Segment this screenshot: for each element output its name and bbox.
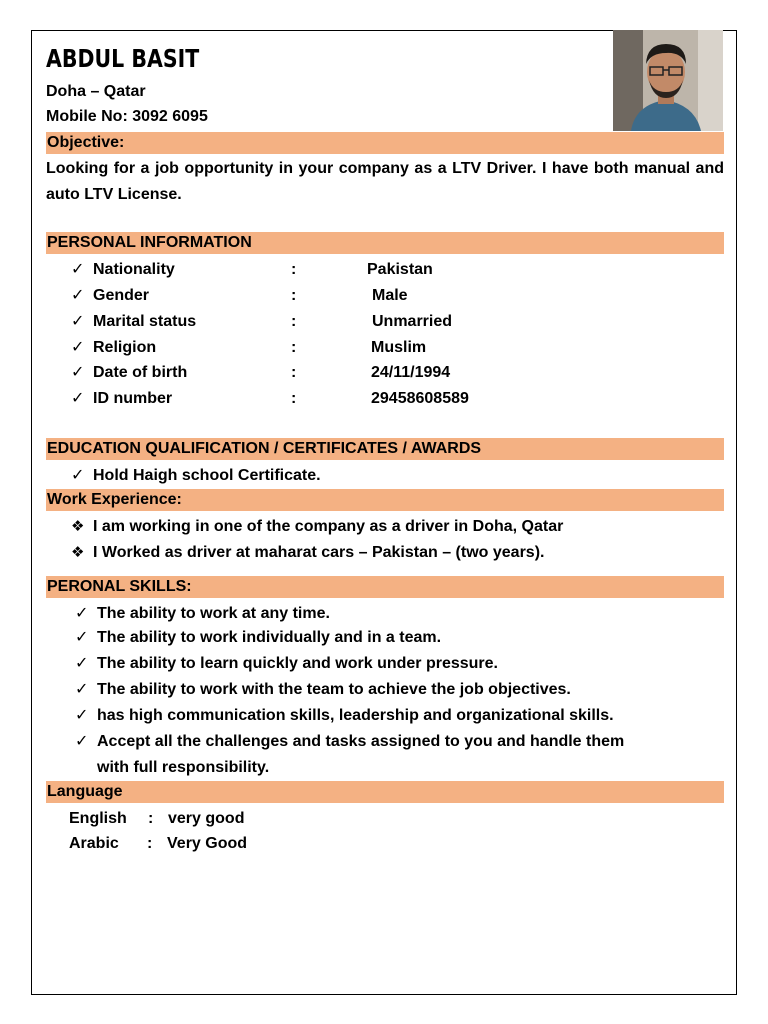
skill-item: ✓ The ability to learn quickly and work under pressure. xyxy=(75,655,498,672)
work-item: ❖ I am working in one of the company as a driver in Doha, Qatar xyxy=(71,518,564,535)
separator: : xyxy=(148,810,154,827)
checkmark-icon: ✓ xyxy=(75,655,89,672)
language-level: Very Good xyxy=(167,835,248,852)
checkmark-icon: ✓ xyxy=(75,733,89,750)
separator: : xyxy=(291,364,297,381)
separator: : xyxy=(291,339,297,356)
personal-value: Unmarried xyxy=(372,313,453,330)
skills-band xyxy=(46,576,724,598)
education-title: EDUCATION QUALIFICATION / CERTIFICATES / AWARDS xyxy=(47,440,482,457)
skills-title: PERONAL SKILLS: xyxy=(47,578,192,595)
personal-item: ✓ Marital status xyxy=(71,313,197,330)
skill-item: ✓ Accept all the challenges and tasks assigned to you and handle them xyxy=(75,733,625,750)
skill-item: ✓ The ability to work at any time. xyxy=(75,605,330,622)
work-experience-title: Work Experience: xyxy=(47,491,182,508)
objective-band xyxy=(46,132,724,154)
personal-value: Male xyxy=(372,287,408,304)
skill-item: ✓ The ability to work with the team to achieve the job objectives. xyxy=(75,681,571,698)
objective-text: Looking for a job opportunity in your company as a LTV Driver. I have both manual and auto LTV License. xyxy=(46,160,724,203)
mobile-number: Mobile No: 3092 6095 xyxy=(46,108,208,125)
skill-item: ✓ The ability to work individually and in a team. xyxy=(75,629,442,646)
language-label: Arabic xyxy=(69,835,119,852)
personal-item: ✓ Gender xyxy=(71,287,150,304)
language-label: English xyxy=(69,810,127,827)
personal-info-title: PERSONAL INFORMATION xyxy=(47,234,252,251)
education-band xyxy=(46,438,724,460)
separator: : xyxy=(291,261,297,278)
checkmark-icon: ✓ xyxy=(75,605,89,622)
language-band xyxy=(46,781,724,803)
personal-item: ✓ Date of birth xyxy=(71,364,188,381)
personal-item: ✓ Nationality xyxy=(71,261,175,278)
personal-item: ✓ ID number xyxy=(71,390,173,407)
work-experience-band xyxy=(46,489,724,511)
separator: : xyxy=(291,287,297,304)
checkmark-icon: ✓ xyxy=(75,629,89,646)
personal-info-band xyxy=(46,232,724,254)
checkmark-icon: ✓ xyxy=(75,707,89,724)
work-item: ❖ I Worked as driver at maharat cars – Pakistan – (two years). xyxy=(71,544,545,561)
separator: : xyxy=(291,313,297,330)
personal-value: 24/11/1994 xyxy=(371,364,451,381)
skill-item: ✓ has high communication skills, leadership and organizational skills. xyxy=(75,707,614,724)
separator: : xyxy=(291,390,297,407)
checkmark-icon: ✓ xyxy=(71,390,85,407)
education-item: ✓ Hold Haigh school Certificate. xyxy=(71,467,321,484)
personal-item: ✓ Religion xyxy=(71,339,157,356)
checkmark-icon: ✓ xyxy=(71,287,85,304)
skill-item-continuation: with full responsibility. xyxy=(97,759,270,776)
personal-value: Muslim xyxy=(371,339,427,356)
checkmark-icon: ✓ xyxy=(71,313,85,330)
location: Doha – Qatar xyxy=(46,83,146,100)
checkmark-icon: ✓ xyxy=(71,364,85,381)
profile-photo xyxy=(613,30,723,131)
checkmark-icon: ✓ xyxy=(75,681,89,698)
diamond-bullet-icon: ❖ xyxy=(71,518,85,535)
language-title: Language xyxy=(47,783,123,800)
applicant-name: ABDUL BASIT xyxy=(46,44,200,73)
diamond-bullet-icon: ❖ xyxy=(71,544,85,561)
checkmark-icon: ✓ xyxy=(71,467,85,484)
personal-value: 29458608589 xyxy=(371,390,469,407)
objective-title: Objective: xyxy=(47,134,125,151)
personal-value: Pakistan xyxy=(367,261,433,278)
language-level: very good xyxy=(168,810,245,827)
checkmark-icon: ✓ xyxy=(71,339,85,356)
checkmark-icon: ✓ xyxy=(71,261,85,278)
separator: : xyxy=(147,835,153,852)
